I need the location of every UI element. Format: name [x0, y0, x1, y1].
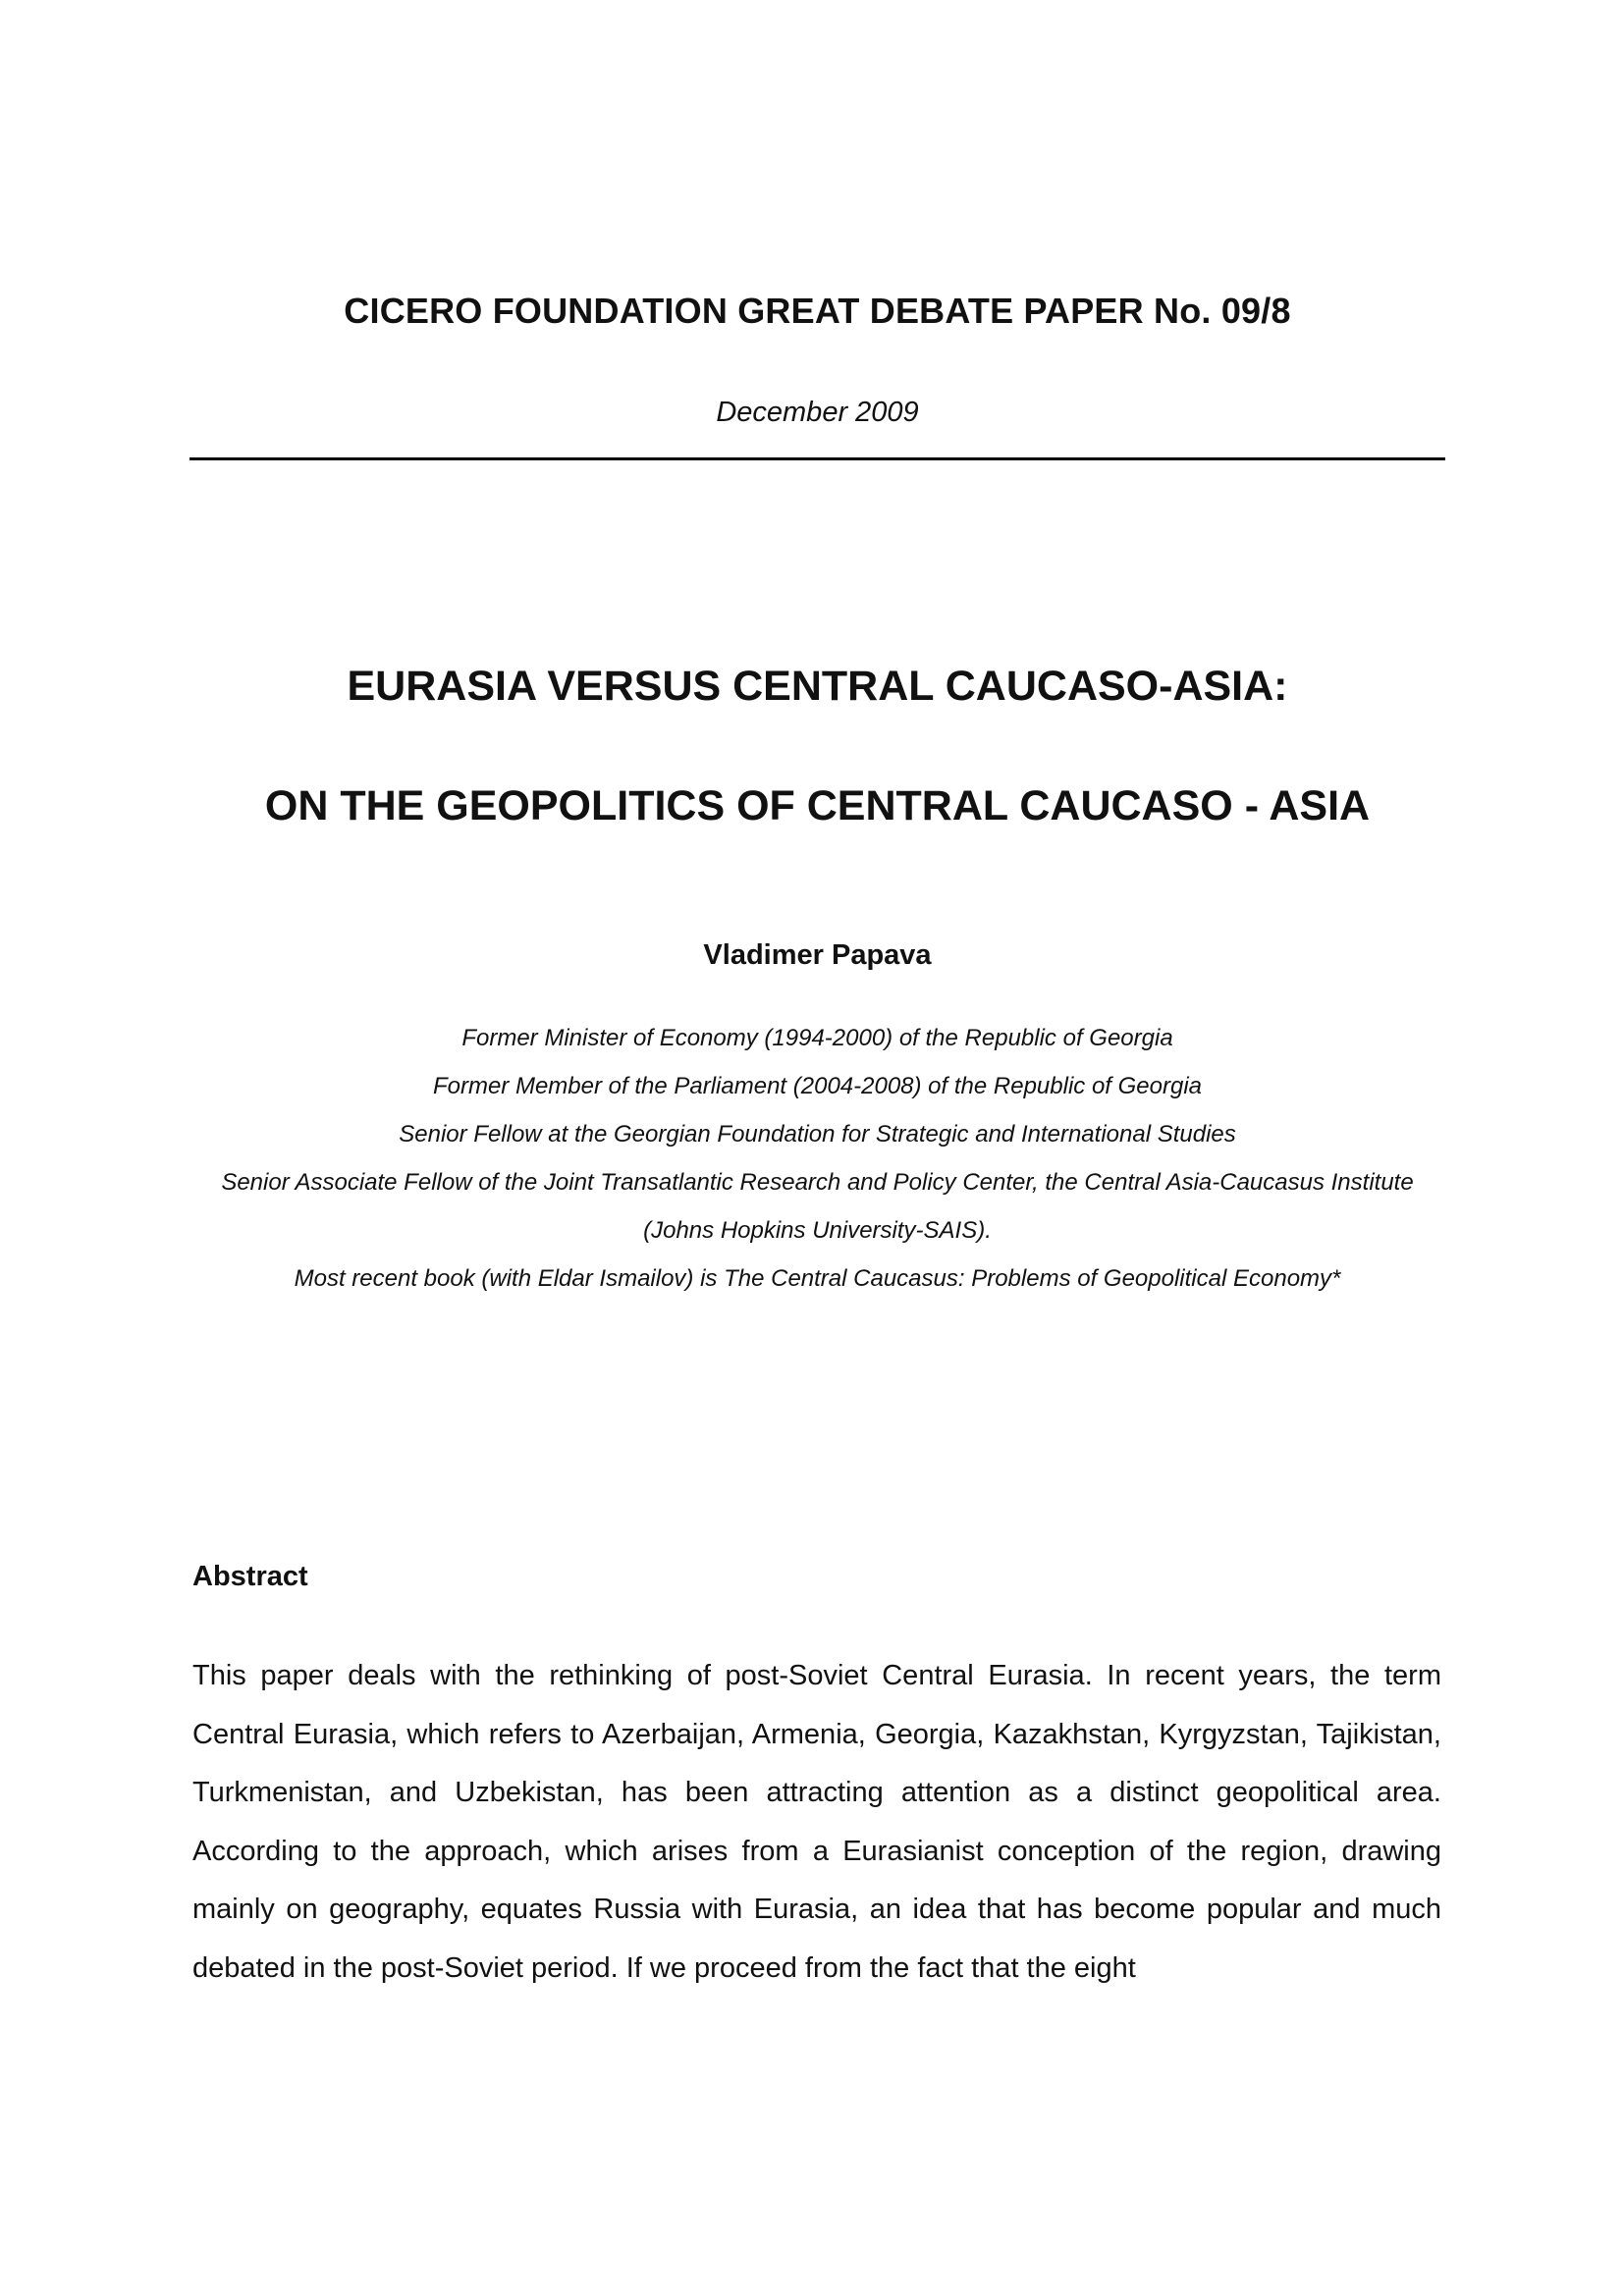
affiliation-line: Senior Associate Fellow of the Joint Transatlantic Research and Policy Center, the Central Asia-Caucasus Institute: [221, 1169, 1414, 1196]
author-affiliations: [189, 1019, 1445, 1308]
paper-title-line-1: EURASIA VERSUS CENTRAL CAUCASO-ASIA:: [347, 663, 1288, 710]
author-name: Vladimer Papava: [703, 939, 932, 971]
paper-title-line-2: ON THE GEOPOLITICS OF CENTRAL CAUCASO - ASIA: [264, 782, 1371, 829]
abstract-text: This paper deals with the rethinking of post-Soviet Central Eurasia. In recent years, the term Central Eurasia, which refers to Azerbaijan, Armenia, Georgia, Kazakhstan, Kyrgyzstan, Tajikistan, Turkmenistan, and Uzbekistan, has been attracting attention as a distinct geopolitical area. According to the approach, which arises from a Eurasianist conception of the region, drawing mainly on geography, equates Russia with Eurasia, an idea that has become popular and much debated in the post-Soviet period. If we proceed from the fact that the eight: [192, 1660, 1441, 1984]
header-divider: [189, 457, 1445, 460]
affiliation-line: Former Member of the Parliament (2004-2008) of the Republic of Georgia: [432, 1073, 1203, 1099]
publication-date: December 2009: [716, 397, 919, 428]
affiliation-line: Most recent book (with Eldar Ismailov) is The Central Caucasus: Problems of Geopolitical Economy*: [294, 1265, 1341, 1292]
affiliation-line: Senior Fellow at the Georgian Foundation for Strategic and International Studies: [399, 1121, 1236, 1148]
series-title: CICERO FOUNDATION GREAT DEBATE PAPER No. 09/8: [344, 291, 1291, 331]
abstract-heading: Abstract: [192, 1561, 308, 1592]
affiliation-line: Former Minister of Economy (1994-2000) of the Republic of Georgia: [461, 1025, 1173, 1051]
affiliation-line: (Johns Hopkins University-SAIS).: [643, 1217, 992, 1244]
